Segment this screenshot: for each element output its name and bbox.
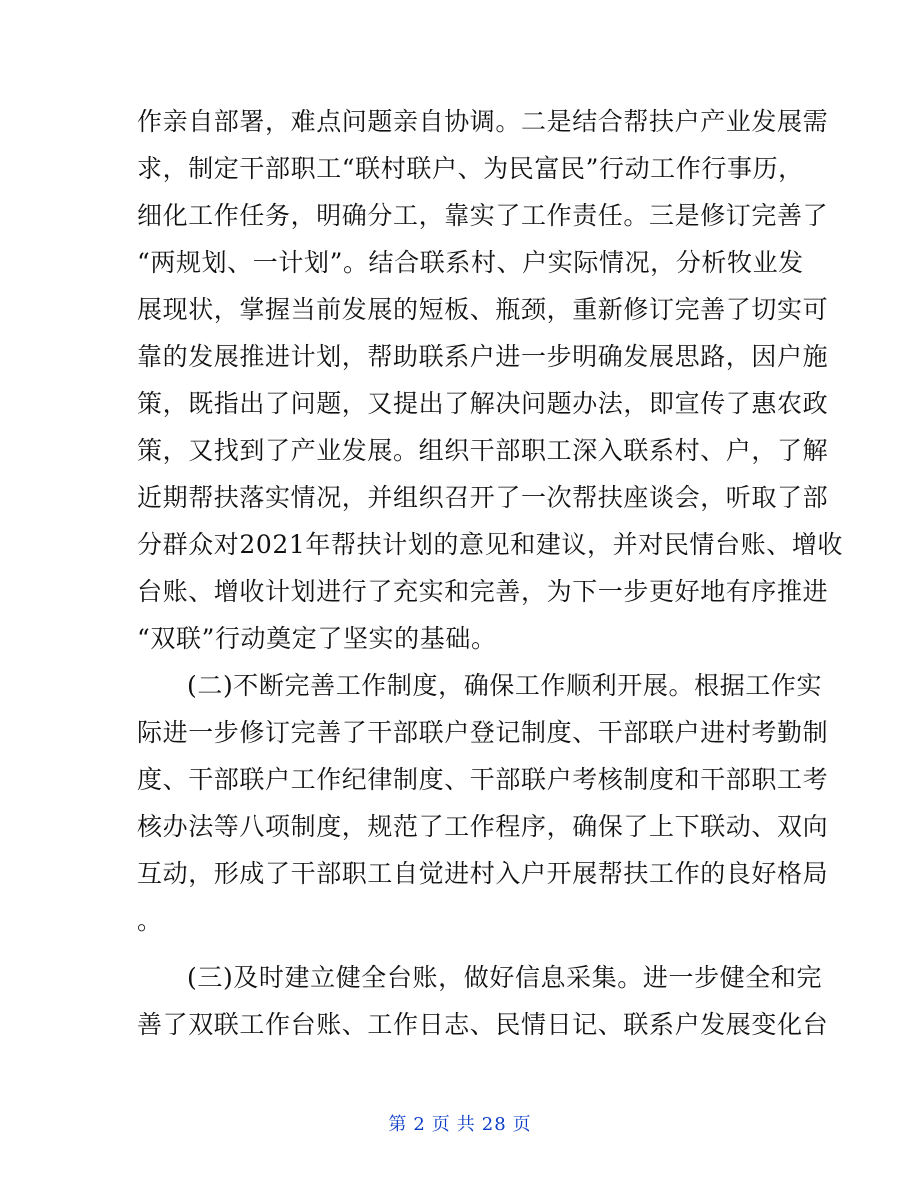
document-body — [137, 98, 844, 1048]
text-line: 近期帮扶落实情况，并组织召开了一次帮扶座谈会，听取了部 — [137, 483, 829, 512]
footer-prefix: 第 — [388, 1114, 408, 1135]
page-number-footer — [0, 1110, 920, 1136]
text-line: 分群众对2021年帮扶计划的意见和建议，并对民情台账、增收 — [137, 530, 844, 559]
footer-page-word: 页 — [431, 1114, 451, 1135]
footer-total-word: 共 — [456, 1114, 476, 1135]
text-line: 作亲自部署，难点问题亲自协调。二是结合帮扶户产业发展需 — [137, 107, 829, 136]
text-line: 际进一步修订完善了干部联户登记制度、干部联户进村考勤制 — [137, 718, 829, 747]
text-line: 。 — [137, 906, 163, 935]
text-line: 互动，形成了干部职工自觉进村入户开展帮扶工作的良好格局 — [137, 859, 829, 888]
text-line: 策，又找到了产业发展。组织干部职工深入联系村、户，了解 — [137, 436, 829, 465]
paragraph-heading-line: (二)不断完善工作制度，确保工作顺利开展。根据工作实 — [187, 671, 823, 700]
text-line: 策，既指出了问题，又提出了解决问题办法，即宣传了惠农政 — [137, 389, 829, 418]
text-line: 求，制定干部职工“联村联户、为民富民”行动工作行事历， — [137, 154, 804, 183]
text-line: 细化工作任务，明确分工，靠实了工作责任。三是修订完善了 — [137, 201, 829, 230]
text-line: 度、干部联户工作纪律制度、干部联户考核制度和干部职工考 — [137, 765, 829, 794]
text-line: 靠的发展推进计划，帮助联系户进一步明确发展思路，因户施 — [137, 342, 829, 371]
text-line: 善了双联工作台账、工作日志、民情日记、联系户发展变化台 — [137, 1010, 829, 1039]
paragraph-heading-line: (三)及时建立健全台账，做好信息采集。进一步健全和完 — [187, 963, 823, 992]
footer-suffix: 页 — [512, 1114, 532, 1135]
text-line: 核办法等八项制度，规范了工作程序，确保了上下联动、双向 — [137, 812, 829, 841]
text-line: 展现状，掌握当前发展的短板、瓶颈，重新修订完善了切实可 — [137, 295, 829, 324]
text-line: 台账、增收计划进行了充实和完善，为下一步更好地有序推进 — [137, 577, 829, 606]
current-page-number: 2 — [413, 1114, 426, 1135]
total-page-count: 28 — [481, 1114, 507, 1135]
text-line: “双联”行动奠定了坚实的基础。 — [137, 624, 497, 653]
text-line: “两规划、一计划”。结合联系村、户实际情况，分析牧业发 — [137, 248, 804, 277]
